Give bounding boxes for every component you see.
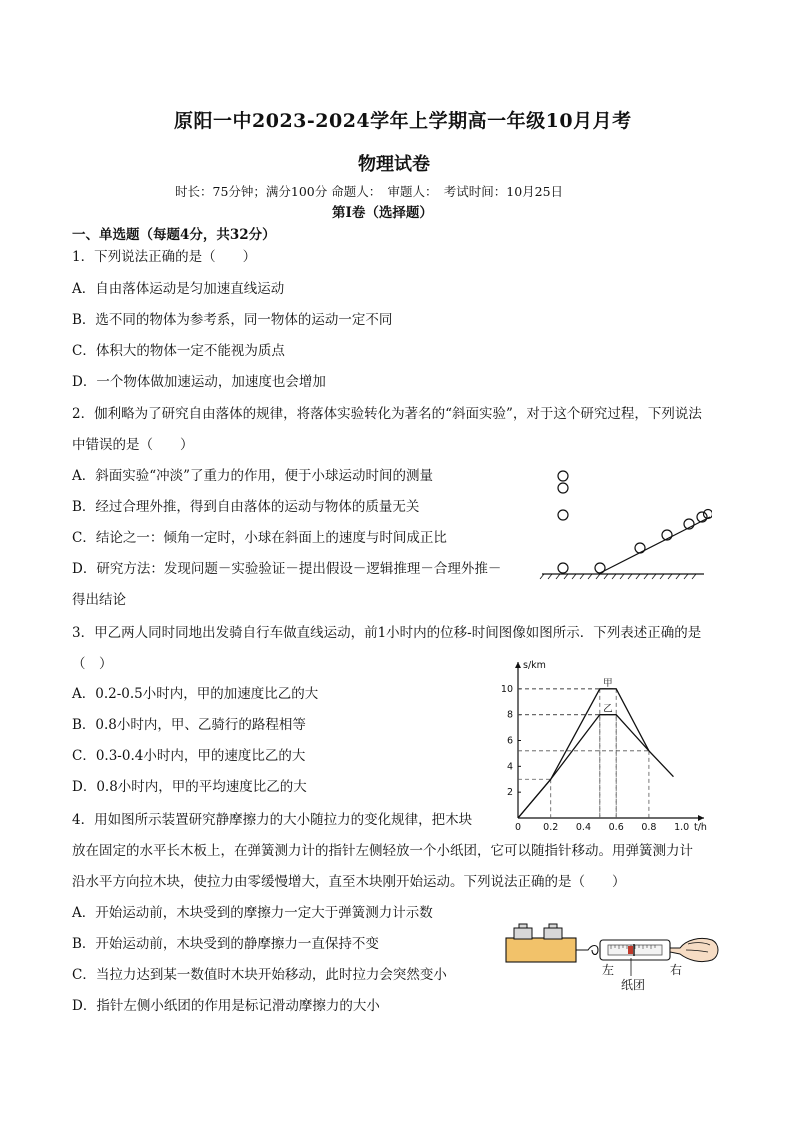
q2-option-c: C．结论之一：倾角一定时，小球在斜面上的速度与时间成正比 <box>72 530 447 546</box>
st-chart <box>500 652 720 834</box>
y-tick-label: 2 <box>506 787 513 799</box>
falling-ball <box>558 471 568 481</box>
series-yi-line <box>518 715 649 818</box>
series-jia-label: 甲 <box>603 677 613 689</box>
label-left: 左 <box>602 963 615 977</box>
q3-stem-line1: 3．甲乙两人同时同地出发骑自行车做直线运动，前1小时内的位移-时间图像如图所示．下列表述正确的是 <box>72 625 702 641</box>
chart-labels <box>501 660 707 833</box>
y-tick-label: 4 <box>506 761 513 773</box>
q4-stem-line3: 沿水平方向拉木块，使拉力由零缓慢增大，直至木块刚开始运动。下列说法正确的是（ ） <box>72 874 626 890</box>
x-axis-arrow <box>698 815 704 821</box>
q2-stem-line1: 2．伽利略为了研究自由落体的规律，将落体实验转化为著名的“斜面实验”，对于这个研究过程，下列说法 <box>72 406 702 422</box>
q3-option-d: D．0.8小时内，甲的平均速度比乙的大 <box>72 779 307 795</box>
y-tick-label: 6 <box>506 735 513 747</box>
x-tick-label: 0.2 <box>543 822 559 833</box>
q4-stem-line1: 4．用如图所示装置研究静摩擦力的大小随拉力的变化规律，把木块 <box>72 812 473 828</box>
label-right: 右 <box>670 963 683 977</box>
exam-meta: 时长：75分钟；满分100分 命题人： 审题人： 考试时间：10月25日 <box>175 184 564 199</box>
q3-option-a: A．0.2-0.5小时内，甲的加速度比乙的大 <box>72 686 319 702</box>
q4-apparatus-figure <box>500 918 722 996</box>
hook <box>576 946 598 955</box>
weight-right-knob <box>549 924 557 928</box>
q1-option-a: A．自由落体运动是匀加速直线运动 <box>72 281 285 297</box>
chart-guides <box>518 689 649 818</box>
q1-option-c: C．体积大的物体一定不能视为质点 <box>72 343 285 359</box>
q4-option-a: A．开始运动前，木块受到的摩擦力一定大于弹簧测力计示数 <box>72 905 433 921</box>
q2-option-d: D．研究方法：发现问题－实验验证－提出假设－逻辑推理－合理外推－ <box>72 561 502 577</box>
q3-option-c: C．0.3-0.4小时内，甲的速度比乙的大 <box>72 748 306 764</box>
weight-right <box>544 928 562 939</box>
label-paper: 纸团 <box>621 978 646 992</box>
weight-left-knob <box>519 924 527 928</box>
chart-series <box>518 689 673 818</box>
series-yi-label: 乙 <box>603 703 613 715</box>
q4-option-c: C．当拉力达到某一数值时木块开始移动，此时拉力会突然变小 <box>72 967 447 983</box>
series-jia-line <box>518 689 673 818</box>
q1-stem: 1．下列说法正确的是（ ） <box>72 249 257 265</box>
q4-option-b: B．开始运动前，木块受到的静摩擦力一直保持不变 <box>72 936 379 952</box>
weight-left <box>514 928 532 939</box>
q3-stem-line2: （ ） <box>72 656 113 672</box>
y-tick-label: 10 <box>500 683 513 695</box>
x-tick-label: 0 <box>514 822 522 833</box>
q2-incline-figure <box>536 462 712 582</box>
x-tick-label: 0.6 <box>608 822 624 833</box>
q2-option-a: A．斜面实验“冲淡”了重力的作用，便于小球运动时间的测量 <box>72 468 434 484</box>
q3-option-b: B．0.8小时内，甲、乙骑行的路程相等 <box>72 717 306 733</box>
part-heading: 第Ⅰ卷（选择题） <box>332 205 433 221</box>
wood-block <box>506 938 576 962</box>
incline-line <box>600 517 710 573</box>
falling-ball <box>558 510 568 520</box>
falling-ball <box>558 483 568 493</box>
rolling-ball <box>704 510 713 519</box>
section-heading: 一、单选题（每题4分，共32分） <box>72 227 276 243</box>
y-axis-label: s/km <box>523 660 546 671</box>
exam-title: 原阳一中2023-2024学年上学期高一年级10月月考 <box>174 110 632 132</box>
ground-hatch <box>540 574 696 579</box>
y-axis-arrow <box>515 662 521 668</box>
q2-option-d-cont: 得出结论 <box>72 592 126 608</box>
x-axis-label: t/h <box>694 822 707 833</box>
falling-ball <box>558 563 568 573</box>
q4-stem-line2: 放在固定的水平长木板上，在弹簧测力计的指针左侧轻放一个小纸团，它可以随指针移动。用弹簧测力计 <box>72 843 693 859</box>
q1-option-b: B．选不同的物体为参考系，同一物体的运动一定不同 <box>72 312 393 328</box>
paper-ball <box>628 946 633 954</box>
q2-option-b: B．经过合理外推，得到自由落体的运动与物体的质量无关 <box>72 499 420 515</box>
q2-stem-line2: 中错误的是（ ） <box>72 437 194 453</box>
x-tick-label: 1.0 <box>674 822 690 833</box>
q1-option-d: D．一个物体做加速运动，加速度也会增加 <box>72 374 326 390</box>
x-tick-label: 0.8 <box>641 822 657 833</box>
q4-option-d: D．指针左侧小纸团的作用是标记滑动摩擦力的大小 <box>72 998 380 1014</box>
exam-subtitle: 物理试卷 <box>358 154 430 175</box>
x-tick-label: 0.4 <box>575 822 592 833</box>
y-tick-label: 8 <box>506 709 513 721</box>
